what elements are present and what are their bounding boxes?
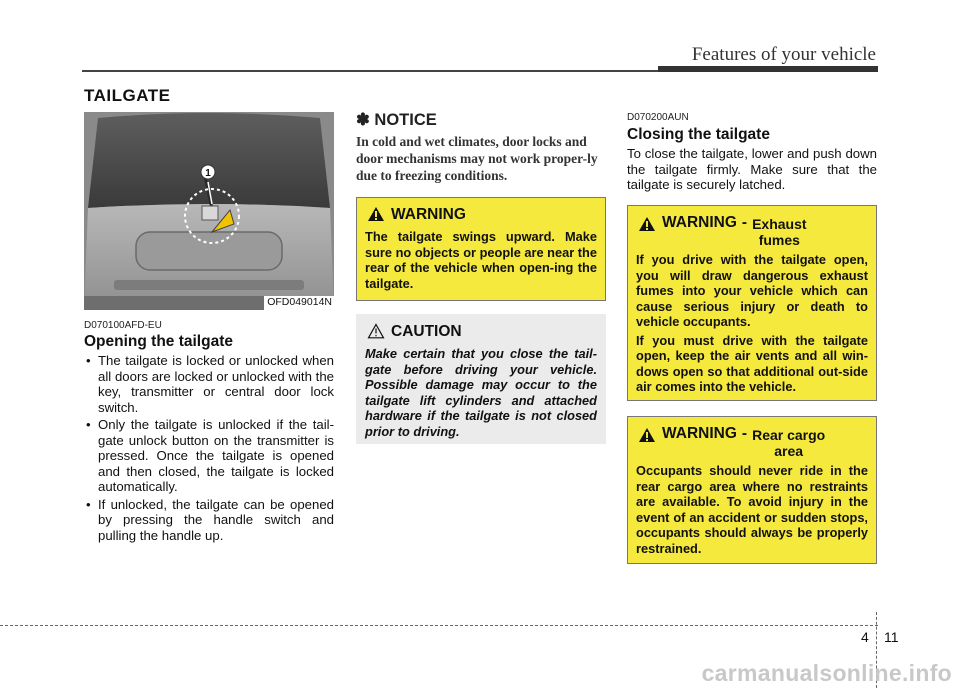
caution-title: CAUTION <box>391 323 462 340</box>
figure-code: OFD049014N <box>264 296 334 310</box>
warning-subtitle: Rear cargo <box>752 427 826 443</box>
warning-dash: - <box>741 214 748 231</box>
warning-box-exhaust <box>627 205 877 401</box>
right-heading: Closing the tailgate <box>627 126 770 143</box>
list-item: • If unlocked, the tailgate can be opened by pressing the handle switch and pulling the handle up. <box>84 497 334 544</box>
warning-box-cargo <box>627 416 877 564</box>
right-section-code: D070200AUN <box>627 112 689 123</box>
notice-title: ✽ NOTICE <box>356 111 437 129</box>
warning-subtitle: Exhaust <box>752 216 807 232</box>
warning-dash: - <box>741 425 748 442</box>
warning-triangle-icon <box>638 216 656 232</box>
warning-title: WARNING <box>391 206 466 223</box>
warning-paragraph: If you drive with the tailgate open, you will draw dangerous exhaust fumes into your vehicle which can cause serious injury or death to vehicle occupants. <box>636 252 868 329</box>
watermark: carmanualsonline.info <box>701 660 952 686</box>
caution-body: Make certain that you close the tail-gate before driving your vehicle. Possible damage may occur to the tailgate lift cylinders and attached hardware if the tailgate is not closed prior to driving. <box>365 346 597 439</box>
tailgate-photo <box>84 112 334 310</box>
list-item: • The tailgate is locked or unlocked when all doors are locked or unlocked with the key, transmitter or central door lock switch. <box>84 353 334 415</box>
warning-paragraph: If you must drive with the tailgate open, keep the air vents and all win-dows open so that additional out-side air comes into the vehicle. <box>636 332 868 394</box>
chapter-number: 4 <box>861 629 869 645</box>
warning-triangle-icon <box>638 427 656 443</box>
header-rule-accent <box>658 66 878 72</box>
left-bullet-list <box>84 353 334 545</box>
warning-box-tailgate <box>356 197 606 301</box>
warning-paragraph: Occupants should never ride in the rear cargo area where no restraints are available. To avoid injury in the event of an accident or sudden stops, occupants should always be properly restrained. <box>636 463 868 556</box>
warning-title: WARNING <box>662 425 737 442</box>
warning-title: WARNING <box>662 214 737 231</box>
caution-box <box>356 314 606 444</box>
left-section-code: D070100AFD-EU <box>84 320 162 331</box>
warning-body: The tailgate swings upward. Make sure no objects or people are near the rear of the vehicle when open-ing the tailgate. <box>365 229 597 291</box>
caution-triangle-icon <box>367 323 385 339</box>
warning-triangle-icon <box>367 206 385 222</box>
notice-body: In cold and wet climates, door locks and door mechanisms may not work proper-ly due to freezing conditions. <box>356 134 598 183</box>
figure-callout-number: 1 <box>205 168 211 179</box>
section-title: TAILGATE <box>84 86 171 105</box>
left-heading: Opening the tailgate <box>84 333 233 350</box>
warning-subtitle: fumes <box>758 232 800 248</box>
list-item: • Only the tailgate is unlocked if the tail-gate unlock button on the transmitter is pressed. Once the tailgate is opened and then closed, the tailgate is locked automatically. <box>84 417 334 495</box>
page-number: 11 <box>884 629 899 645</box>
right-body: To close the tailgate, lower and push down the tailgate firmly. Make sure that the tailgate is securely latched. <box>627 146 877 192</box>
warning-subtitle: area <box>774 443 804 459</box>
footer-rule <box>0 625 878 626</box>
header-title: Features of your vehicle <box>691 44 876 65</box>
